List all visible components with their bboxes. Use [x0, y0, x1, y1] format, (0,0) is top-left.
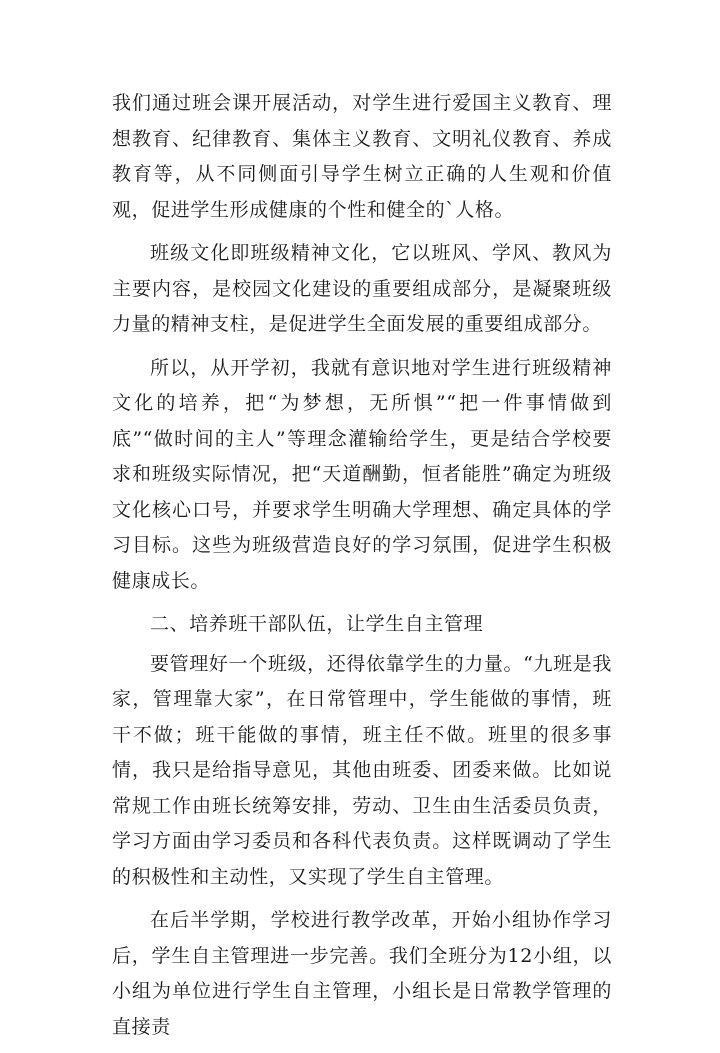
paragraph-2: 班级文化即班级精神文化，它以班风、学风、教风为主要内容，是校园文化建设的重要组成部分，是凝聚班级力量的精神支柱，是促进学生全面发展的重要组成部分。: [112, 242, 612, 335]
paragraph-3: 所以，从开学初，我就有意识地对学生进行班级精神文化的培养，把“为梦想，无所惧”“把一件事情做到底”“做时间的主人”等理念灌输给学生，更是结合学校要求和班级实际情况，把“天道酬勤，恒者能胜”确定为班级文化核心口号，并要求学生明确大学理想、确定具体的学习目标。这些为班级营造良好的学习氛围，促进学生积极健康成长。: [112, 356, 612, 592]
paragraph-5: 在后半学期，学校进行教学改革，开始小组协作学习后，学生自主管理进一步完善。我们全班分为12小组，以小组为单位进行学生自主管理，小组长是日常教学管理的直接责: [112, 909, 612, 1038]
paragraph-1: 我们通过班会课开展活动，对学生进行爱国主义教育、理想教育、纪律教育、集体主义教育、文明礼仪教育、养成教育等，从不同侧面引导学生树立正确的人生观和价值观，促进学生形成健康的个性和健全的`人格。: [112, 92, 612, 221]
section-heading: 二、培养班干部队伍，让学生自主管理: [150, 613, 484, 635]
document-body: [112, 86, 612, 1053]
paragraph-4: 要管理好一个班级，还得依靠学生的力量。“九班是我家，管理靠大家”，在日常管理中，学生能做的事情，班干不做；班干能做的事情，班主任不做。班里的很多事情，我只是给指导意见，其他由班委、团委来做。比如说常规工作由班长统筹安排，劳动、卫生由生活委员负责，学习方面由学习委员和各科代表负责。这样既调动了学生的积极性和主动性，又实现了学生自主管理。: [112, 652, 612, 888]
